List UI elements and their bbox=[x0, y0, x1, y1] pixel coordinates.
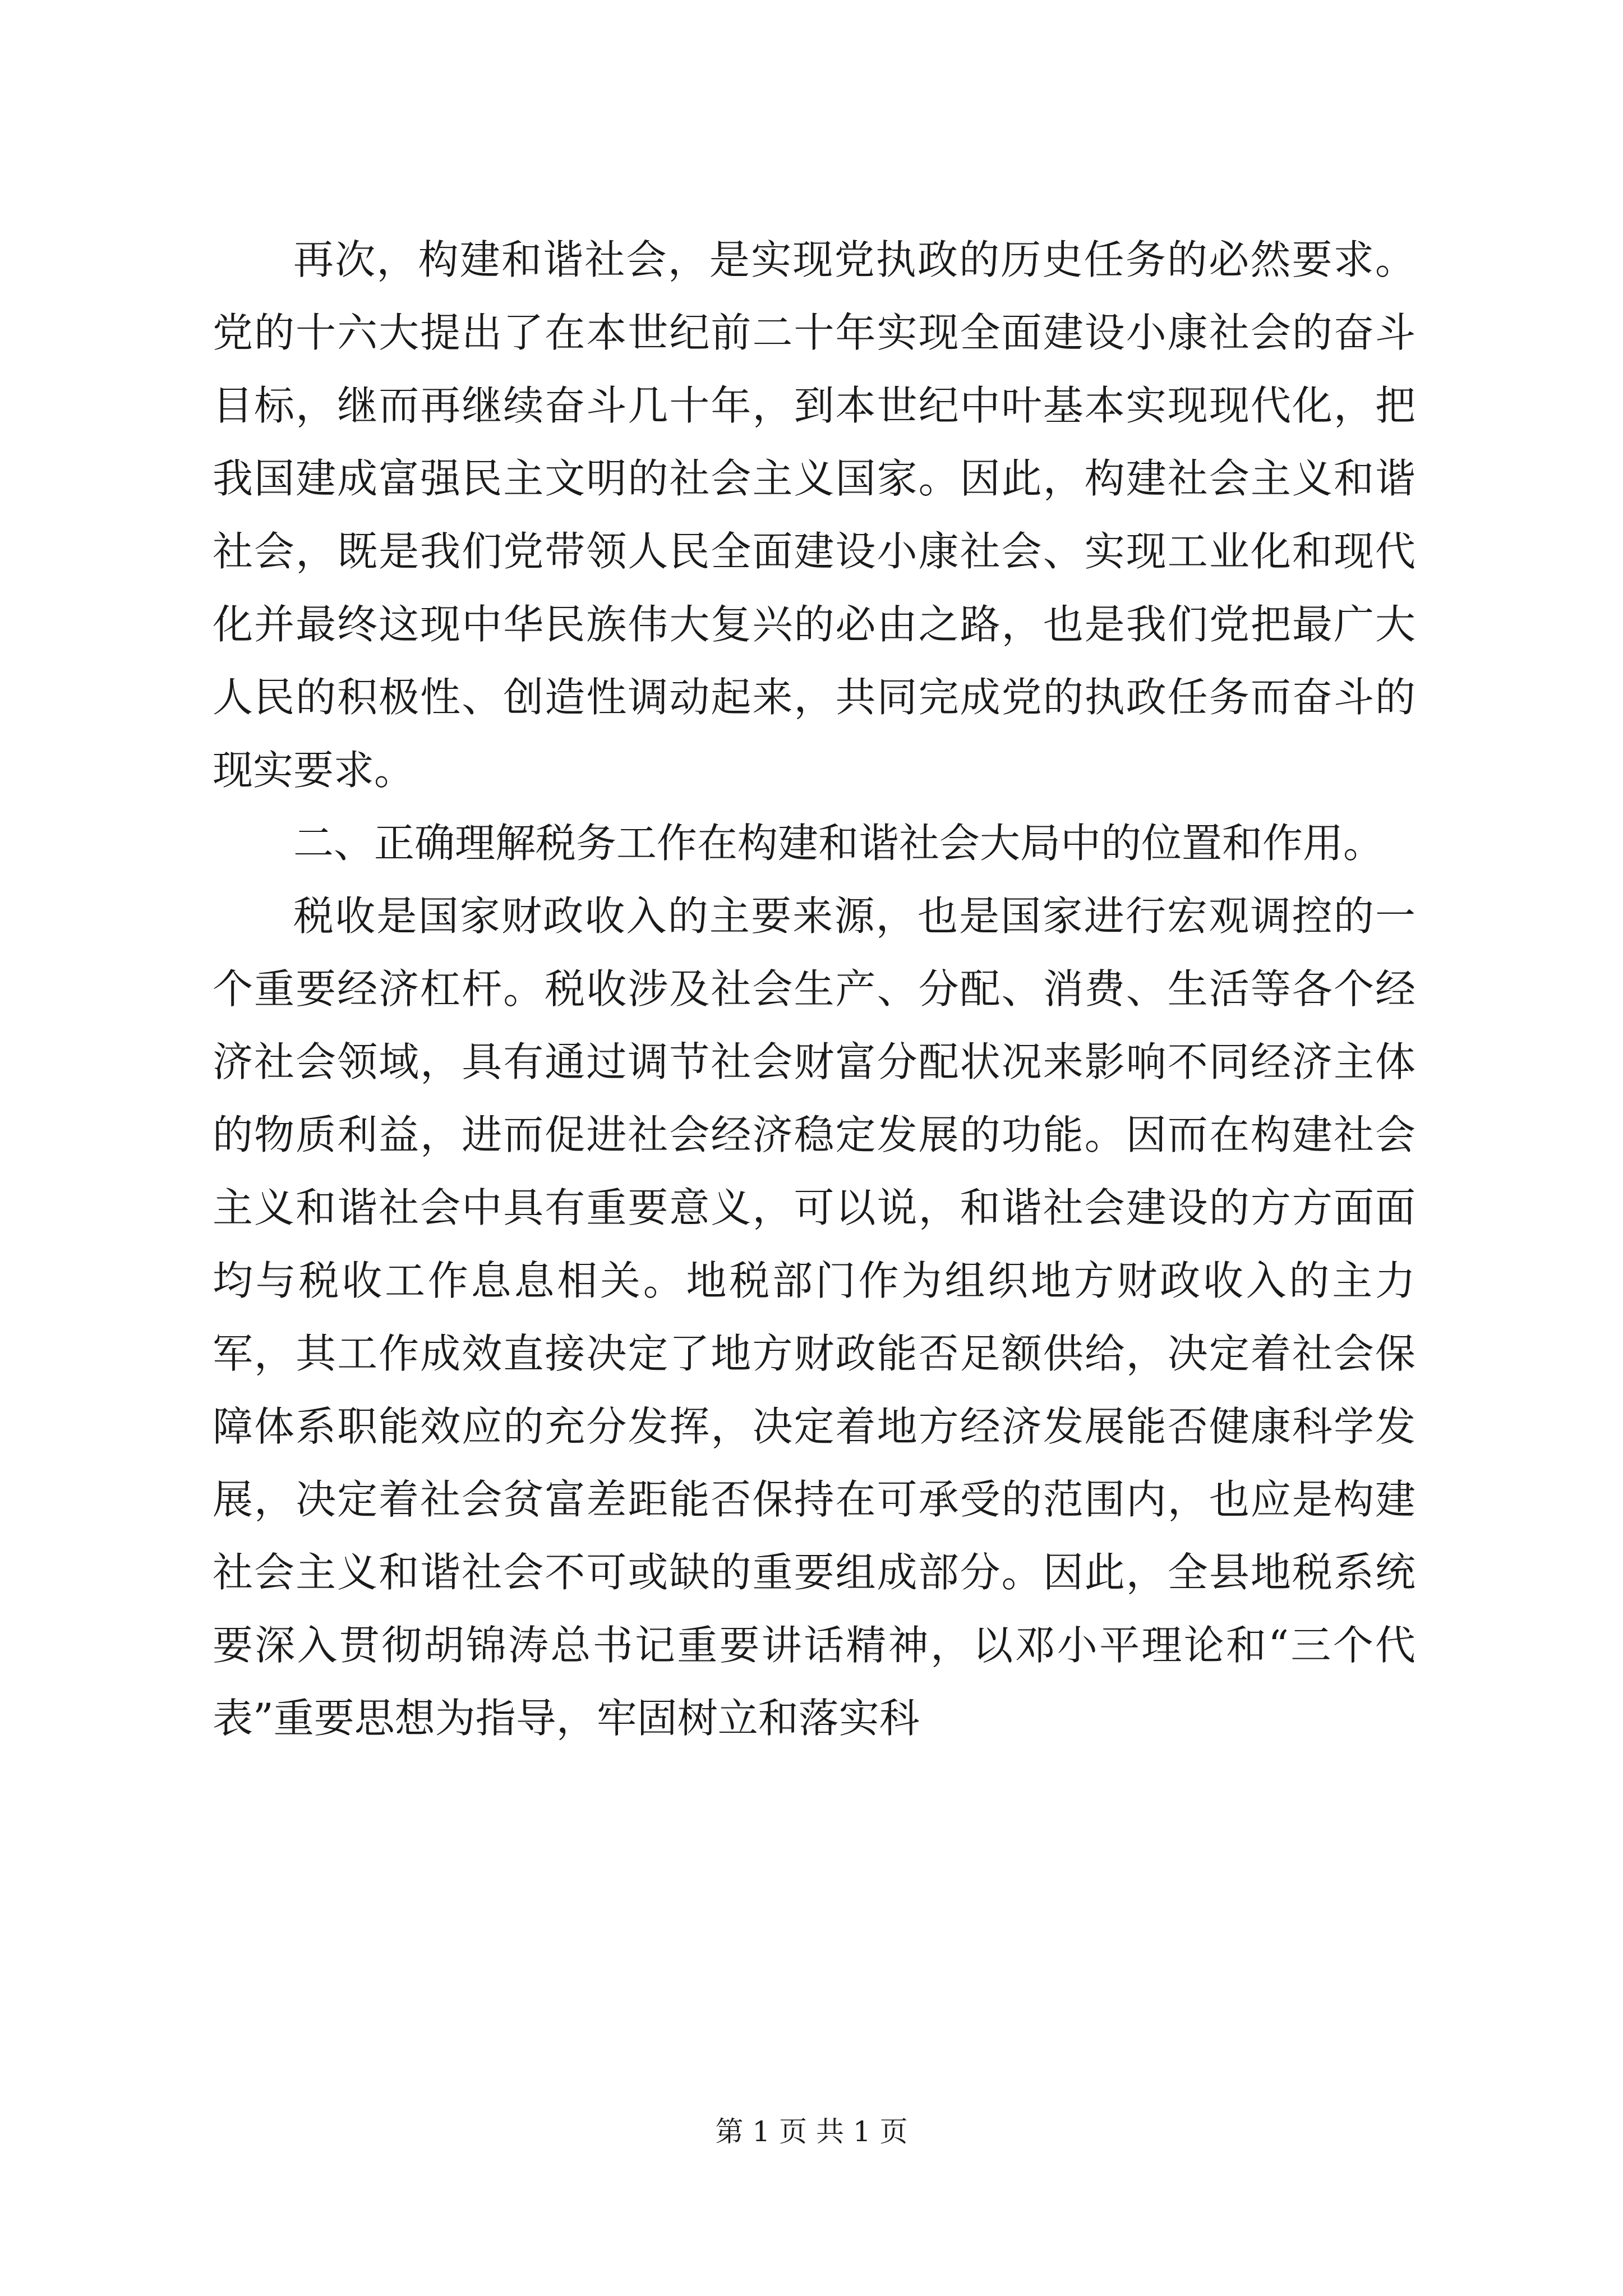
document-body bbox=[213, 223, 1415, 1755]
paragraph-tax-importance: 税收是国家财政收入的主要来源，也是国家进行宏观调控的一个重要经济杠杆。税收涉及社会生产、分配、消费、生活等各个经济社会领域，具有通过调节社会财富分配状况来影响不同经济主体的物质利益，进而促进社会经济稳定发展的功能。因而在构建社会主义和谐社会中具有重要意义，可以说，和谐社会建设的方方面面均与税收工作息息相关。地税部门作为组织地方财政收入的主力军，其工作成效直接决定了地方财政能否足额供给，决定着社会保障体系职能效应的充分发挥，决定着地方经济发展能否健康科学发展，决定着社会贫富差距能否保持在可承受的范围内，也应是构建社会主义和谐社会不可或缺的重要组成部分。因此，全县地税系统要深入贯彻胡锦涛总书记重要讲话精神，以邓小平理论和“三个代表”重要思想为指导，牢固树立和落实科 bbox=[213, 892, 1415, 1742]
paragraph-harmonious-society-requirement: 再次，构建和谐社会，是实现党执政的历史任务的必然要求。党的十六大提出了在本世纪前二十年实现全面建设小康社会的奋斗目标，继而再继续奋斗几十年，到本世纪中叶基本实现现代化，把我国建成富强民主文明的社会主义国家。因此，构建社会主义和谐社会，既是我们党带领人民全面建设小康社会、实现工业化和现代化并最终这现中华民族伟大复兴的必由之路，也是我们党把最广大人民的积极性、创造性调动起来，共同完成党的执政任务而奋斗的现实要求。 bbox=[213, 236, 1415, 794]
section-heading-tax-role: 二、正确理解税务工作在构建和谐社会大局中的位置和作用。 bbox=[293, 820, 1384, 867]
page-footer: 第 1 页 共 1 页 bbox=[715, 2115, 908, 2148]
